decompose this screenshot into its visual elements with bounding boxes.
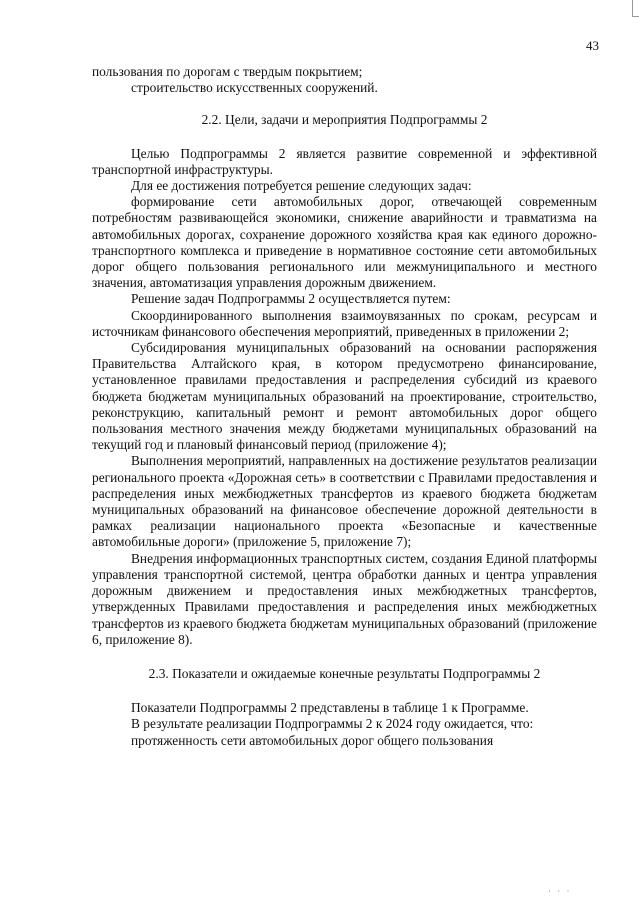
paragraph: Скоординированного выполнения взаимоувязанных по срокам, ресурсам и источникам финансового обеспечения мероприятий, приведенных в приложении 2; <box>92 307 597 339</box>
page-number: 43 <box>586 38 599 53</box>
paragraph: В результате реализации Подпрограммы 2 к 2024 году ожидается, что: <box>131 716 534 732</box>
paragraph: протяженность сети автомобильных дорог общего пользования <box>131 732 494 748</box>
paragraph: Целью Подпрограммы 2 является развитие современной и эффективной транспортной инфраструктуры. <box>92 145 597 177</box>
paragraph: Для ее достижения потребуется решение следующих задач: <box>131 178 472 194</box>
paragraph: Выполнения мероприятий, направленных на достижение результатов реализации регионального проекта «Дорожная сеть» в соответствии с Правилами предоставления и распределения иных межбюджетных трансфертов из краевого бюджета бюджетам муниципальных образований на финансовое обеспечение дорожной деятельности в рамках реализации национального проекта «Безопасные и качественные автомобильные дороги» (приложение 5, приложение 7); <box>92 453 597 550</box>
section-heading: 2.3. Показатели и ожидаемые конечные результаты Подпрограммы 2 <box>148 665 541 681</box>
paragraph: Внедрения информационных транспортных систем, создания Единой платформы управления транспортной системой, центра обработки данных и центра управления дорожным движением и предоставления иных межбюджетных трансфертов, утвержденных Правилами предоставления и распределения иных межбюджетных трансфертов из краевого бюджета бюджетам муниципальных образований (приложение 6, приложение 8). <box>92 550 597 647</box>
document-body <box>92 64 597 749</box>
paragraph: формирование сети автомобильных дорог, отвечающей современным потребностям развивающейся экономики, снижение аварийности и травматизма на автомобильных дорогах, сохранение дорожного хозяйства края как единого дорожно-транспортного комплекса и приведение в нормативное состояние сети автомобильных дорог общего пользования регионального или межмуниципального и местного значения, автоматизация управления дорожным движением. <box>92 194 597 291</box>
page-corner-mark <box>632 0 639 17</box>
paragraph: пользования по дорогам с твердым покрытием; <box>92 64 363 79</box>
scan-artifact-dots: · · · <box>548 886 572 896</box>
paragraph: Решение задач Подпрограммы 2 осуществляется путем: <box>131 291 451 307</box>
paragraph: Субсидирования муниципальных образований на основании распоряжения Правительства Алтайского края, в котором предусмотрено финансирование, установленное правилами предоставления и распределения субсидий из краевого бюджета бюджетам муниципальных образований на проектирование, строительство, реконструкцию, капитальный ремонт и ремонт автомобильных дорог общего пользования местного значения между бюджетами муниципальных образований на текущий год и плановый финансовый период (приложение 4); <box>92 340 597 453</box>
paragraph: строительство искусственных сооружений. <box>131 80 378 96</box>
section-heading: 2.2. Цели, задачи и мероприятия Подпрограммы 2 <box>201 112 488 128</box>
paragraph: Показатели Подпрограммы 2 представлены в таблице 1 к Программе. <box>131 700 529 716</box>
